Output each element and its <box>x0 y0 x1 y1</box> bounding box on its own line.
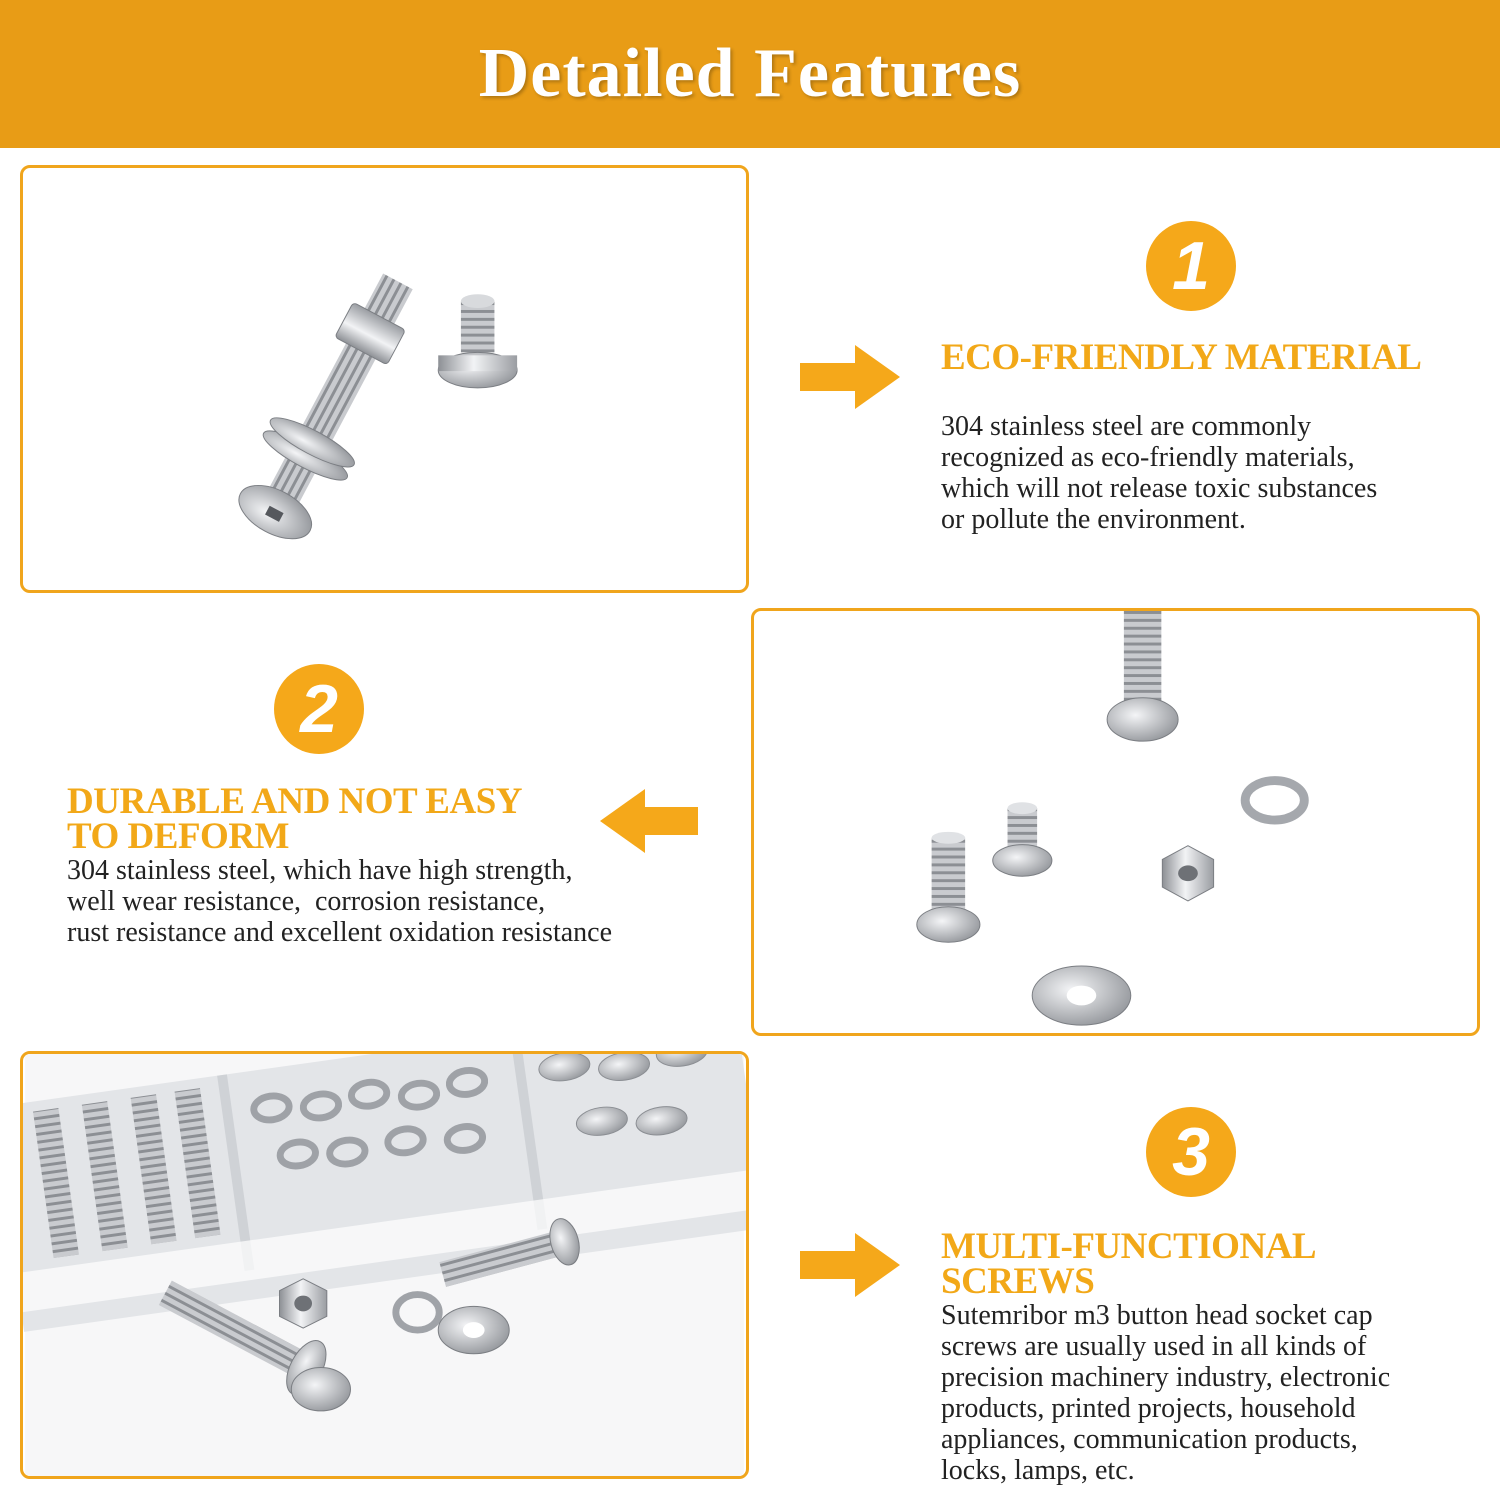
feature-3-line: products, printed projects, household <box>941 1393 1356 1424</box>
feature-3-line: Sutemribor m3 button head socket cap <box>941 1300 1373 1331</box>
bolt-set-illustration <box>23 168 746 590</box>
feature-1-line: 304 stainless steel are commonly <box>941 411 1312 442</box>
arrow-left-icon <box>600 789 698 853</box>
arrow-right-icon <box>800 345 900 409</box>
feature-number-3-badge: 3 <box>1146 1107 1236 1197</box>
feature-2-title-line: DURABLE AND NOT EASY <box>67 781 522 822</box>
header-banner <box>0 0 1500 148</box>
feature-1-line: or pollute the environment. <box>941 504 1246 535</box>
assortment-box-illustration <box>23 1054 746 1476</box>
feature-2-title-line: TO DEFORM <box>67 816 289 857</box>
feature-2-line: rust resistance and excellent oxidation resistance <box>67 917 613 948</box>
product-photo-assortment-box <box>20 1051 749 1479</box>
feature-3-line: precision machinery industry, electronic <box>941 1362 1391 1393</box>
product-photo-screw-parts <box>751 608 1480 1036</box>
feature-3-line: locks, lamps, etc. <box>941 1455 1135 1486</box>
feature-1-title: ECO-FRIENDLY MATERIAL <box>941 337 1422 378</box>
feature-3-title-line: MULTI-FUNCTIONAL <box>941 1226 1317 1267</box>
feature-3-line: screws are usually used in all kinds of <box>941 1331 1367 1362</box>
product-photo-bolt-set <box>20 165 749 593</box>
feature-2-line: well wear resistance, corrosion resistance, <box>67 886 546 917</box>
feature-3-line: appliances, communication products, <box>941 1424 1358 1455</box>
arrow-right-icon <box>800 1233 900 1297</box>
page-title: Detailed Features <box>478 35 1022 112</box>
feature-2-line: 304 stainless steel, which have high strength, <box>67 855 573 886</box>
feature-number-1-badge: 1 <box>1146 221 1236 311</box>
screw-parts-illustration <box>754 611 1477 1033</box>
feature-1-line: recognized as eco-friendly materials, <box>941 442 1355 473</box>
feature-3-title-line: SCREWS <box>941 1261 1095 1302</box>
feature-1-line: which will not release toxic substances <box>941 473 1378 504</box>
feature-number-2-badge: 2 <box>274 664 364 754</box>
